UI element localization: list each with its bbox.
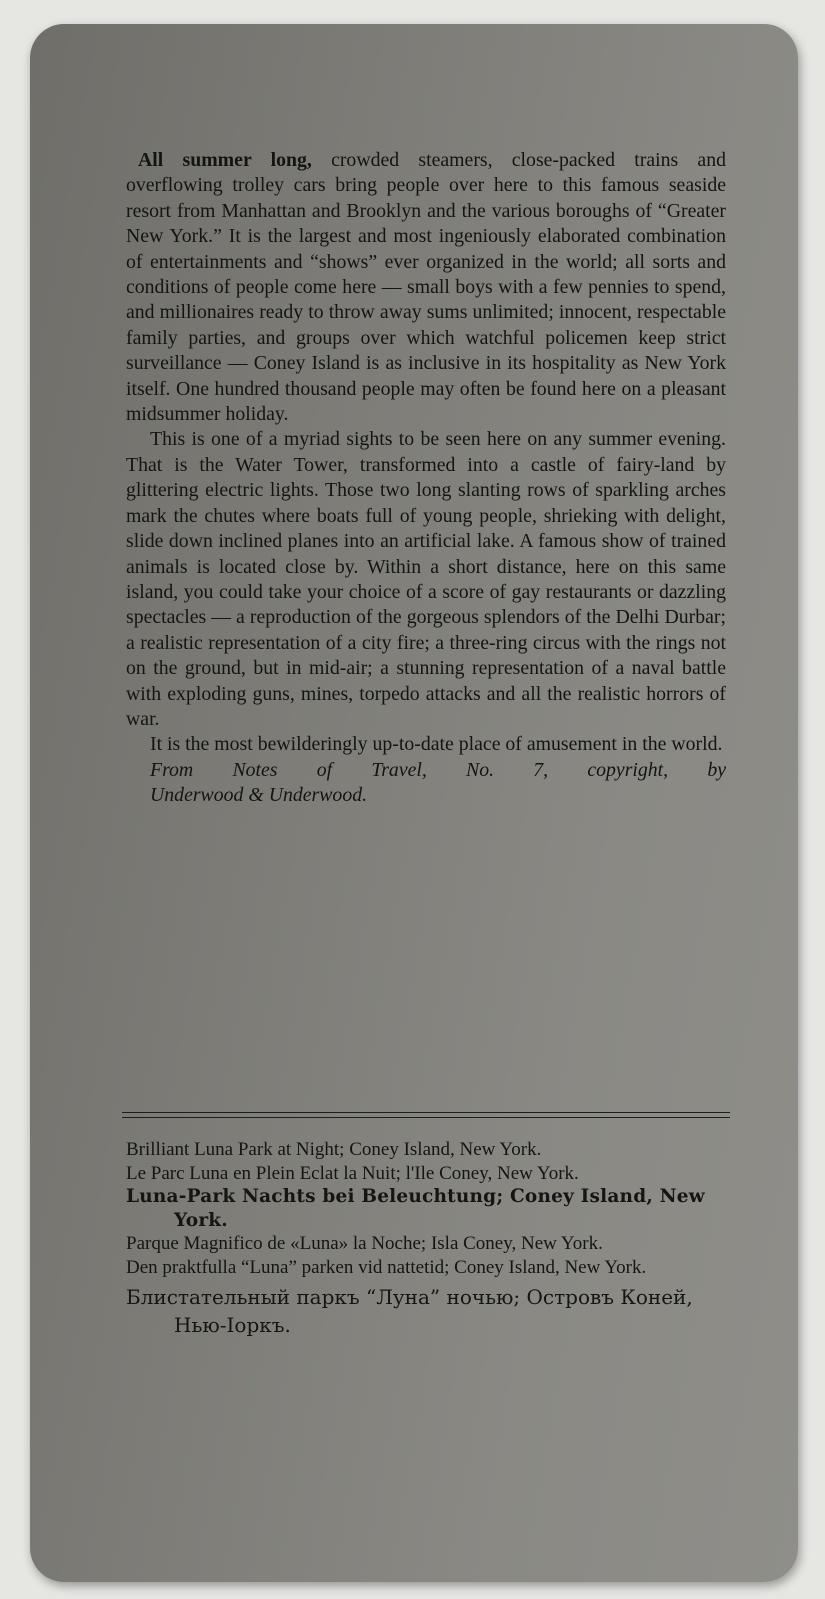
paragraph-3: It is the most bewilderingly up-to-date place of amusement in the world.	[150, 733, 723, 756]
source-credit-line-2: Underwood & Underwood.	[150, 784, 368, 807]
description-text	[126, 148, 726, 809]
paragraph-1-body: crowded steamers, close-packed trains and overflowing trolley cars bring people over here to this famous seaside resort from Manhattan and Brooklyn and the various boroughs of “Greater New York.” It is the largest and most ingeniously elaborated combination of entertainments and “shows” ever organized in the world; all sorts and conditions of people come here — small boys with a few pennies to spend, and millionaires ready to throw away sums unlimited; innocent, respectable family parties, and groups over which watchful policemen keep strict surveillance — Coney Island is as inclusive in its hospitality as New York itself. One hundred thousand people may often be found here on a pleasant midsummer holiday.	[126, 149, 726, 426]
caption-english: Brilliant Luna Park at Night; Coney Island, New York.	[126, 1139, 542, 1160]
multilingual-captions	[126, 1138, 726, 1339]
caption-french: Le Parc Luna en Plein Eclat la Nuit; l'Ile Coney, New York.	[126, 1162, 579, 1184]
paragraph-2: This is one of a myriad sights to be seen here on any summer evening. That is the Water Tower, transformed into a castle of fairy-land by glittering electric lights. Those two long slanting rows of sparkling arches mark the chutes where boats full of young people, shrieking with delight, slide down inclined planes into an artificial lake. A famous show of trained animals is located close by. Within a short distance, here on this same island, you could take your choice of a score of gay restaurants or dazzling spectacles — a reproduction of the gorgeous splendors of the Delhi Durbar; a realistic representation of a city fire; a three-ring circus with the rings not on the ground, but in mid-air; a stunning representation of a naval battle with exploding guns, mines, torpedo attacks and all the realistic horrors of war.	[126, 428, 726, 730]
caption-swedish: Den praktfulla “Luna” parken vid nattetid; Coney Island, New York.	[126, 1256, 647, 1278]
paragraph-1-lead: All summer long,	[138, 149, 312, 171]
caption-german: Luna-Park Nachts bei Beleuchtung; Coney Island, New York.	[126, 1186, 705, 1231]
stereoview-card-back	[30, 24, 798, 1582]
double-rule-divider	[122, 1112, 730, 1118]
source-credit-line-1: From Notes of Travel, No. 7, copyright, by	[150, 758, 726, 781]
paragraph-1	[126, 148, 726, 427]
caption-spanish: Parque Magnifico de «Luna» la Noche; Isla Coney, New York.	[126, 1233, 603, 1254]
caption-russian: Блистательный паркъ “Луна” ночью; Островъ Коней, Нью-Іоркъ.	[126, 1285, 693, 1337]
